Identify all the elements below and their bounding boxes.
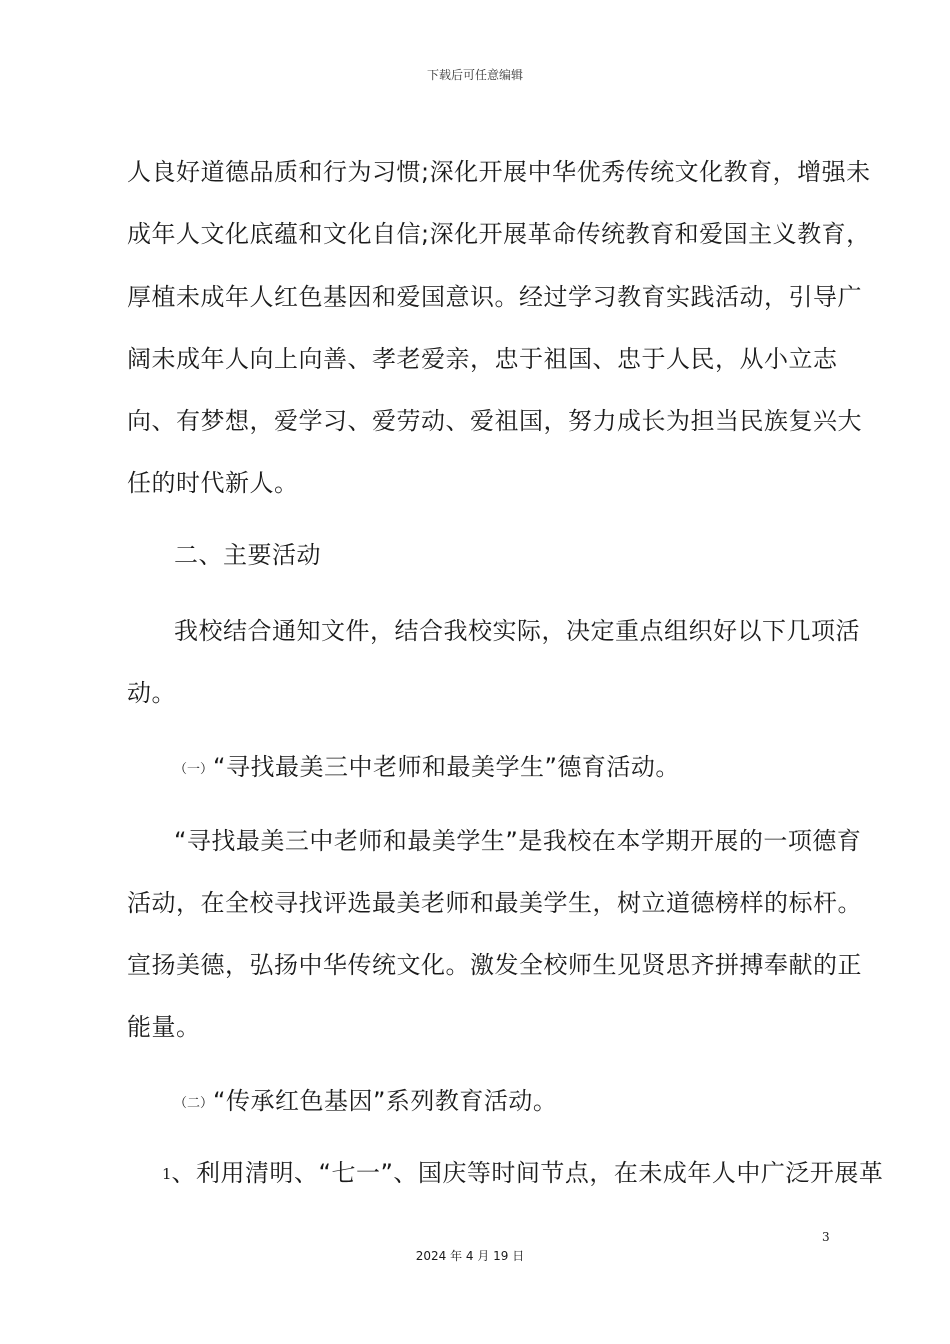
item-2-heading bbox=[174, 1086, 557, 1119]
item-1-marker: （一） bbox=[174, 762, 214, 777]
item-1-body-line: 宣扬美德，弘扬中华传统文化。激发全校师生见贤思齐拼搏奉献的正 bbox=[127, 951, 862, 979]
body-line: 厚植未成年人红色基因和爱国意识。经过学习教育实践活动，引导广 bbox=[127, 283, 862, 311]
body-line: 人良好道德品质和行为习惯;深化开展中华优秀传统文化教育，增强未 bbox=[127, 158, 871, 186]
item-1-body-line: 能量。 bbox=[127, 1013, 201, 1041]
body-line: 任的时代新人。 bbox=[127, 469, 299, 497]
item-2-title: “传承红色基因”系列教育活动。 bbox=[213, 1087, 558, 1115]
page-number: 3 bbox=[822, 1230, 830, 1244]
item-1-body-line: “寻找最美三中老师和最美学生”是我校在本学期开展的一项德育 bbox=[174, 827, 862, 855]
section-heading: 二、主要活动 bbox=[174, 541, 321, 569]
footer-date: 2024 年 4 月 19 日 bbox=[415, 1249, 525, 1263]
intro-line: 我校结合通知文件，结合我校实际，决定重点组织好以下几项活 bbox=[174, 617, 860, 645]
item-2-marker: （二） bbox=[174, 1096, 214, 1111]
item-1-body-line: 活动，在全校寻找评选最美老师和最美学生，树立道德榜样的标杆。 bbox=[127, 889, 862, 917]
body-line: 阔未成年人向上向善、孝老爱亲，忠于祖国、忠于人民，从小立志 bbox=[127, 345, 838, 373]
item-1-title: “寻找最美三中老师和最美学生”德育活动。 bbox=[213, 753, 680, 781]
page-header: 下载后可任意编辑 bbox=[426, 68, 523, 82]
intro-line: 动。 bbox=[127, 679, 176, 707]
point-1-line bbox=[162, 1158, 883, 1189]
body-line: 成年人文化底蕴和文化自信;深化开展革命传统教育和爱国主义教育， bbox=[127, 220, 871, 248]
point-1-text: 、利用清明、“七一”、国庆等时间节点，在未成年人中广泛开展革 bbox=[171, 1159, 884, 1187]
body-line: 向、有梦想，爱学习、爱劳动、爱祖国，努力成长为担当民族复兴大 bbox=[127, 407, 862, 435]
item-1-heading bbox=[174, 752, 680, 785]
point-1-number: 1 bbox=[162, 1165, 172, 1183]
